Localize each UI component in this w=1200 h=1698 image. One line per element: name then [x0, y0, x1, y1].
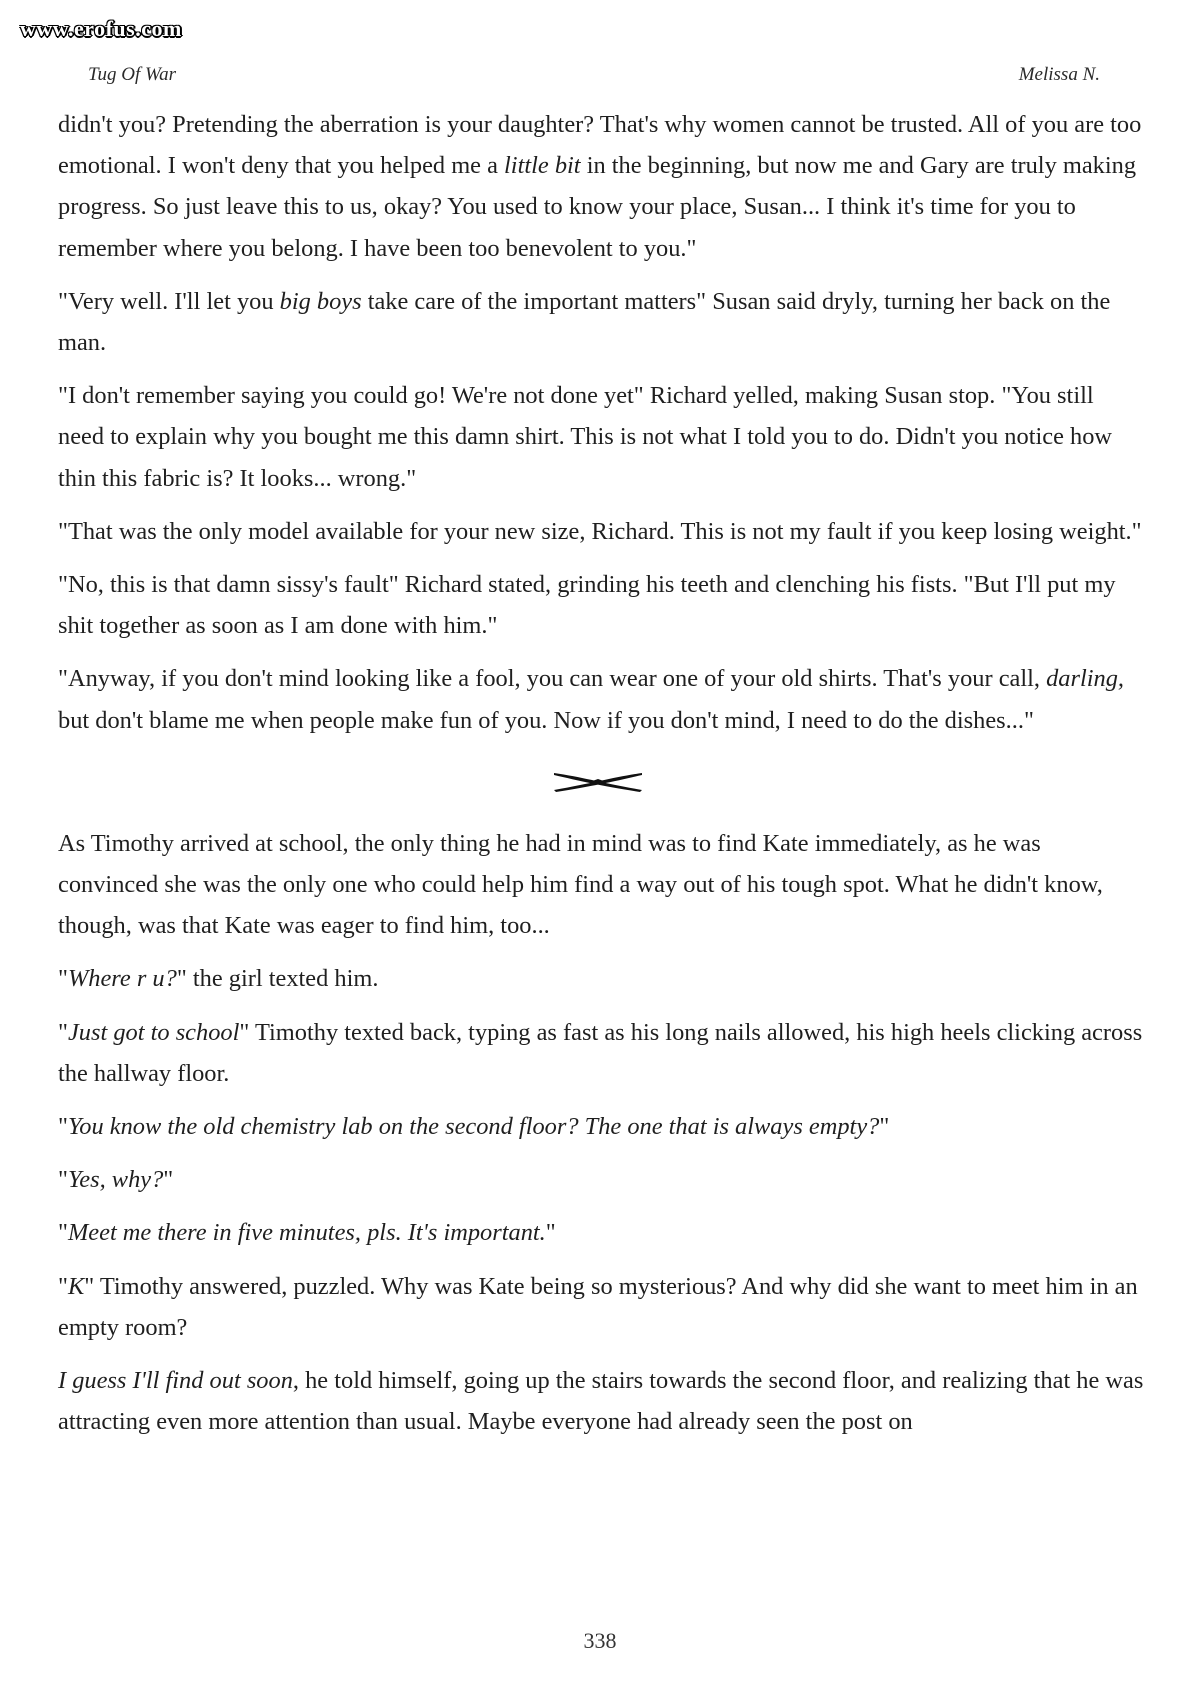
paragraph: "Just got to school" Timothy texted back, typing as fast as his long nails allowed, his high heels clicking across the hallway floor.	[58, 1018, 1143, 1087]
paragraph: "That was the only model available for your new size, Richard. This is not my fault if you keep losing weight."	[58, 517, 1142, 545]
watermark: www.erofus.com	[20, 16, 182, 41]
crossed-swords-ornament-icon	[552, 767, 644, 795]
paragraph: "K" Timothy answered, puzzled. Why was Kate being so mysterious? And why did she want to meet him in an empty room?	[58, 1272, 1138, 1341]
paragraph: didn't you? Pretending the aberration is your daughter? That's why women cannot be trusted. All of you are too emotional. I won't deny that you helped me a little bit in the beginning, but now me and Gary are truly making progress. So just leave this to us, okay? You used to know your place, Susan... I think it's time for you to remember where you belong. I have been too benevolent to you."	[58, 111, 1142, 262]
page-number: 338	[583, 1628, 617, 1653]
section-divider	[58, 753, 1144, 813]
paragraph: "Very well. I'll let you big boys take care of the important matters" Susan said dryly, turning her back on the man.	[58, 287, 1111, 357]
paragraph: "I don't remember saying you could go! We're not done yet" Richard yelled, making Susan stop. "You still need to explain why you bought me this damn shirt. This is not what I told you to do. Didn't you notice how thin this fabric is? It looks... wrong."	[58, 382, 1113, 492]
paragraph: "Meet me there in five minutes, pls. It's important."	[58, 1219, 556, 1247]
paragraph: "You know the old chemistry lab on the second floor? The one that is always empty?"	[58, 1113, 890, 1141]
page-header	[88, 64, 1100, 90]
paragraph: I guess I'll find out soon, he told himself, going up the stairs towards the second floor, and realizing that he was attracting even more attention than usual. Maybe everyone had already seen the post on	[58, 1367, 1144, 1436]
book-title: Tug Of War	[88, 64, 176, 85]
page-body	[58, 104, 1144, 1454]
paragraph: "Yes, why?"	[58, 1166, 174, 1194]
paragraph: "No, this is that damn sissy's fault" Richard stated, grinding his teeth and clenching his fists. "But I'll put my shit together as soon as I am done with him."	[58, 571, 1116, 640]
paragraph: As Timothy arrived at school, the only thing he had in mind was to find Kate immediately, as he was convinced she was the only one who could help him find a way out of his tough spot. What he didn't know, though, was that Kate was eager to find him, too...	[58, 829, 1103, 940]
paragraph: "Anyway, if you don't mind looking like a fool, you can wear one of your old shirts. That's your call, darling, but don't blame me when people make fun of you. Now if you don't mind, I need to do the dishes..."	[58, 665, 1125, 734]
paragraph: "Where r u?" the girl texted him.	[58, 965, 379, 993]
author-name: Melissa N.	[1018, 64, 1100, 85]
